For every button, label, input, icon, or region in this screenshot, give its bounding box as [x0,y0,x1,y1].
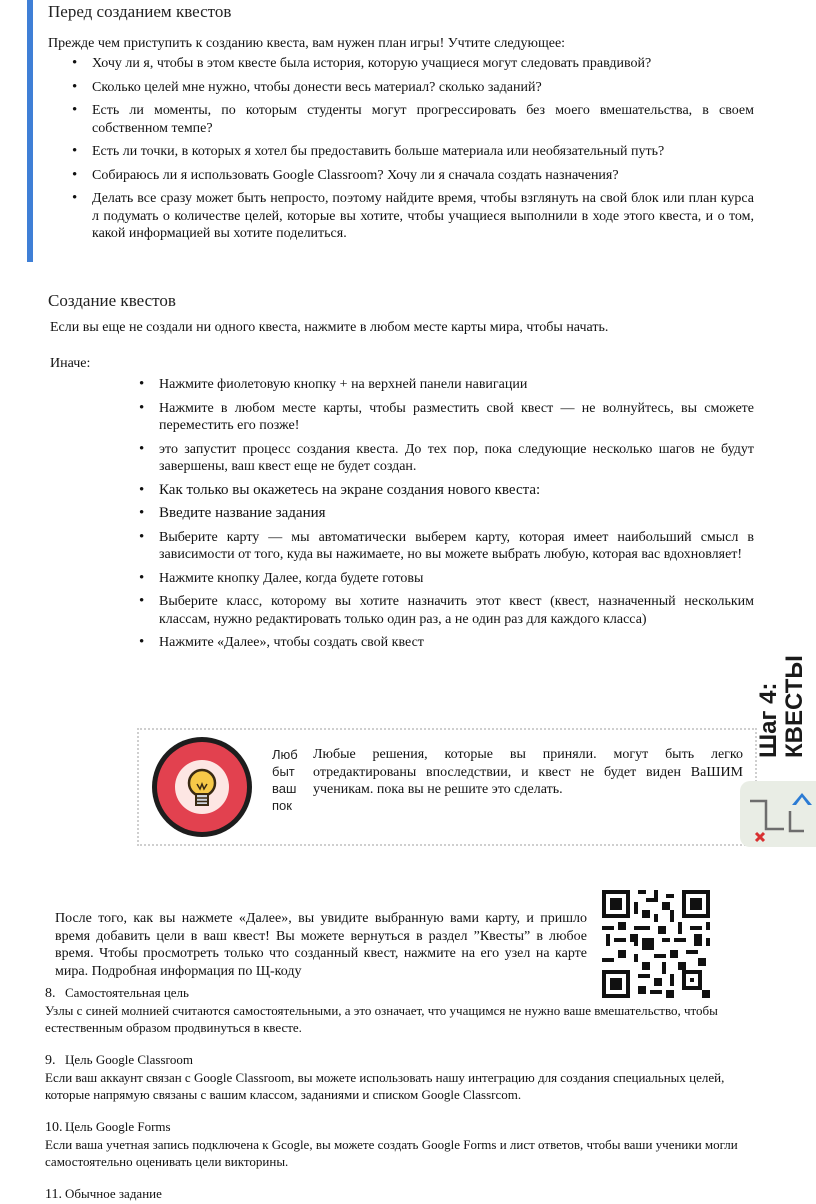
section-title-create: Создание квестов [48,291,176,310]
list-item: • Как только вы окажетесь на экране создания нового квеста: [133,482,754,500]
lightbulb-icon [146,734,258,840]
list-item: • Есть ли моменты, по которым студенты могут прогрессировать без моего вмешательства, в своем собственном темпе? [66,102,754,137]
after-next-text: После того, как вы нажмете «Далее», вы увидите выбранную вами карту, и пришло время добавить цели в ваш квест! Вы можете вернуться в раздел ”Квесты” в любое время. Чтобы просмотреть только что созданный квест, нажмите на его узел на карте мира. Подробная информация по Щ-коду [55,911,587,979]
otherwise-label: Иначе: [50,356,91,371]
list-item: • Нажмите «Далее», чтобы создать свой квест [133,634,754,652]
list-item: • это запустит процесс создания квеста. До тех пор, пока следующие несколько шагов не будут завершены, ваш квест еще не будет создан. [133,441,754,476]
item-title: Обычное задание [65,1186,162,1201]
item-number: 10. [45,1120,63,1135]
list-item: • Введите название задания [133,505,754,523]
numbered-heading [45,1186,757,1203]
item-title: Цель Google Forms [65,1119,171,1134]
list-item: • Нажмите кнопку Далее, когда будете готовы [133,570,754,588]
section-title-before: Перед созданием квестов [48,2,232,21]
note-cut-text [272,746,306,814]
section-intro-before: Прежде чем приступить к созданию квеста, вам нужен план игры! Учтите следующее: [48,36,566,51]
list-item: • Хочу ли я, чтобы в этом квесте была история, которую учащиеся могут следовать правдивой? [66,55,754,73]
cut-line: Люб [272,747,298,762]
item-title: Цель Google Classroom [65,1052,193,1067]
quest-path-icon-bg [740,781,816,847]
bullet-list-create [133,376,754,658]
numbered-heading [45,985,757,1002]
item-title: Самостоятельная цель [65,985,189,1000]
item-body: Узлы с синей молнией считаются самостоятельными, а это означает, что учащимся не нужно ваше вмешательство, чтобы естественным образом продвинуться в квесте. [45,1003,718,1035]
list-item: • Собираюсь ли я использовать Google Classroom? Хочу ли я сначала создать назначения? [66,167,754,185]
note-text: Любые решения, которые вы приняли. могут быть легко отредактированы впоследствии, и квест не будет виден ВаШИМ ученикам. пока вы не решите это сделать. [313,747,743,797]
quest-path-icon [740,781,816,847]
step-side-title [756,632,814,758]
item-body: Если ваша учетная запись подключена к Gcogle, вы можете создать Google Forms и лист ответов, чтобы ваши ученики могли самостоятельно оценивать цели викторины. [45,1137,738,1169]
numbered-heading [45,1052,757,1069]
cut-line: ваш [272,781,297,796]
list-item: • Сколько целей мне нужно, чтобы донести весь материал? сколько заданий? [66,79,754,97]
list-item: • Нажмите в любом месте карты, чтобы разместить свой квест — не волнуйтесь, вы сможете переместить его позже! [133,400,754,435]
cut-line: быт [272,764,295,779]
list-item: • Делать все сразу может быть непросто, поэтому найдите время, чтобы взглянуть на свой блок или план курса л подумать о количестве целей, которые вы хотите, чтобы учащиеся выполнили в ходе этого квеста, и о том, какой информацией вы хотите поделиться. [66,190,754,243]
cut-line: пок [272,798,292,813]
list-item: • Выберите карту — мы автоматически выберем карту, которая имеет наибольший смысл в зависимости от того, куда вы нажимаете, но вы можете выбрать любую, которая вас вдохновляет! [133,529,754,564]
list-item: • Есть ли точки, в которых я хотел бы предоставить больше материала или необязательный путь? [66,143,754,161]
item-number: 11. [45,1187,62,1202]
accent-bar [27,0,33,262]
numbered-section [45,985,757,1203]
bullet-list-before [66,55,754,249]
list-item: • Выберите класс, которому вы хотите назначить этот квест (квест, назначенный нескольким классам, нужно редактировать только один раз, а не один раз для каждого класса) [133,593,754,628]
list-item: • Нажмите фиолетовую кнопку + на верхней панели навигации [133,376,754,394]
item-number: 8. [45,986,56,1001]
item-number: 9. [45,1053,56,1068]
numbered-heading [45,1119,757,1136]
section-intro-create: Если вы еще не создали ни одного квеста, нажмите в любом месте карты мира, чтобы начать. [50,320,609,335]
step-title-line1: Шаг 4: [755,682,782,758]
item-body: Если ваш аккаунт связан с Google Classroom, вы можете использовать нашу интеграцию для создания специальных целей, которые напрямую связаны с вашим классом, заданиями и списком Google Classrcom. [45,1070,725,1102]
step-title-line2: КВЕСТЫ [781,655,808,758]
qr-code-icon [602,890,710,998]
